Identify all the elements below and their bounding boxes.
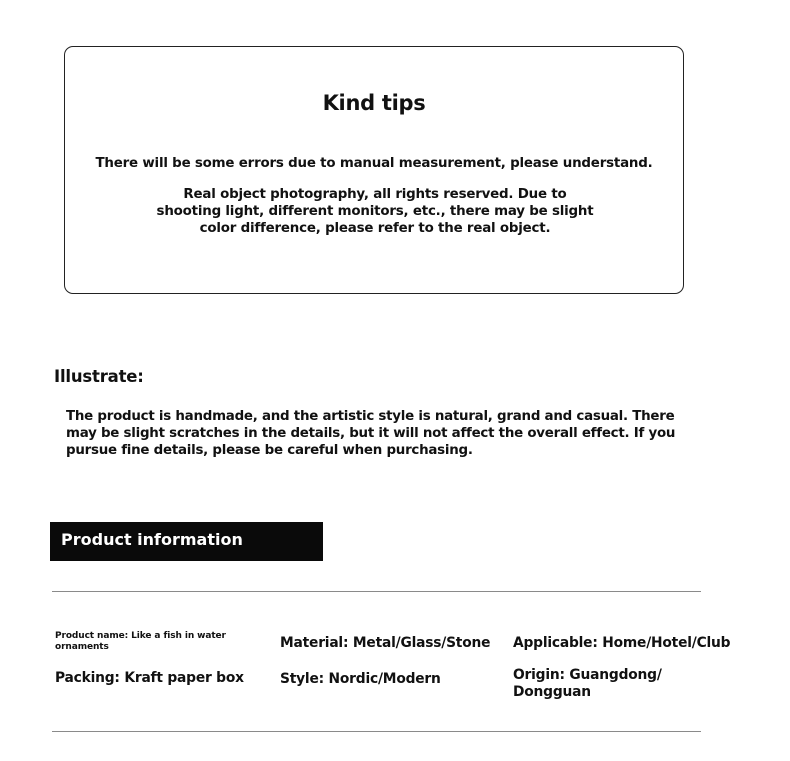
photography-note: Real object photography, all rights reserved. Due to shooting light, different monitors, etc., there may be slight color difference, please refer to the real object. <box>156 187 594 236</box>
illustrate-heading: Illustrate: <box>54 367 144 386</box>
kind-tips-box <box>64 46 684 294</box>
packing-field: Packing: Kraft paper box <box>55 670 244 686</box>
style-field: Style: Nordic/Modern <box>280 671 441 687</box>
product-name-field: Product name: Like a fish in water ornaments <box>55 631 226 652</box>
applicable-field: Applicable: Home/Hotel/Club <box>513 635 731 651</box>
material-field: Material: Metal/Glass/Stone <box>280 635 491 651</box>
bottom-divider <box>52 731 701 732</box>
kind-tips-title: Kind tips <box>322 91 426 115</box>
top-divider <box>52 591 701 592</box>
origin-field: Origin: Guangdong/ Dongguan <box>513 667 662 700</box>
product-information-heading: Product information <box>50 522 323 561</box>
measurement-note: There will be some errors due to manual measurement, please understand. <box>95 156 653 171</box>
illustrate-body: The product is handmade, and the artistic style is natural, grand and casual. There may be slight scratches in the details, but it will not affect the overall effect. If you pursue fine details, please be careful when purchasing. <box>66 409 676 458</box>
